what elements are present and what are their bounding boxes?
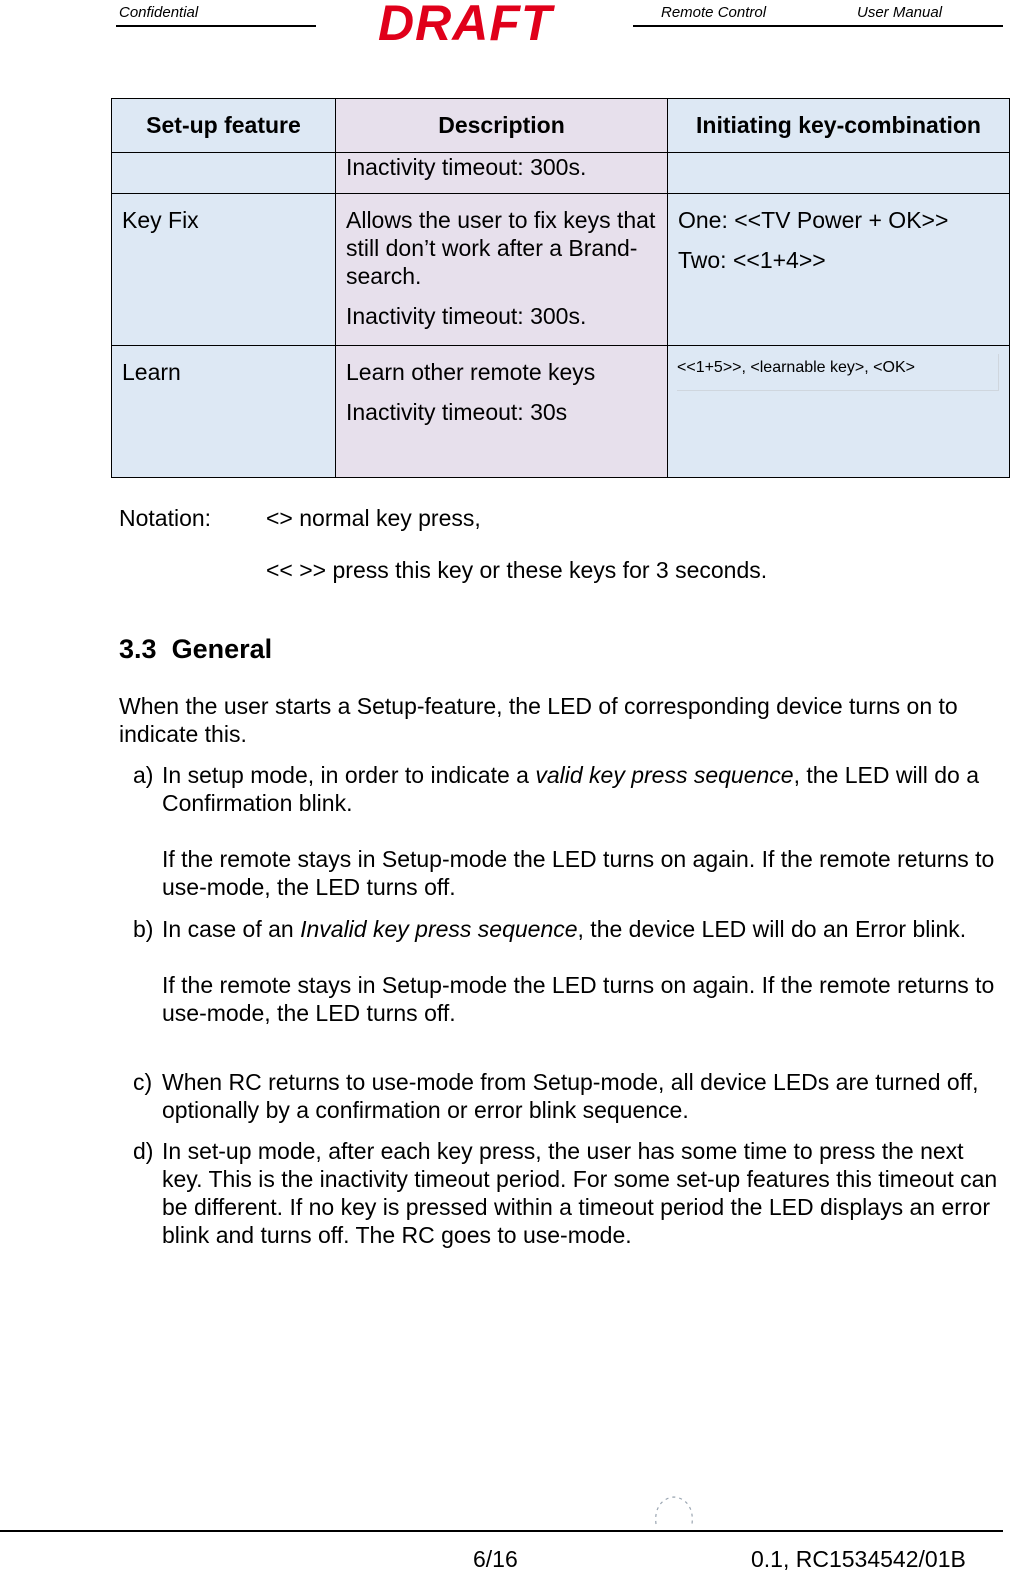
footer-page-number: 6/16 (473, 1546, 518, 1572)
row1-key-one: One: <<TV Power + OK>> (678, 207, 949, 233)
footer-doc-id: 0.1, RC1534542/01B (751, 1546, 966, 1572)
header-rule-right (633, 25, 1003, 27)
item-a-follow: If the remote stays in Setup-mode the LED turns on again. If the remote returns to use-mode, the LED turns off. (162, 846, 995, 900)
section-title: General (171, 634, 273, 664)
list-item (133, 1068, 999, 1124)
list-item (133, 761, 999, 901)
footer-rule (0, 1530, 1003, 1532)
setup-feature-table (111, 98, 1010, 478)
row2-timeout: Inactivity timeout: 30s (346, 399, 568, 425)
header-rule-left (116, 25, 316, 27)
section-number: 3.3 (119, 634, 157, 664)
header-key-combination: Initiating key-combination (668, 99, 1010, 153)
item-b-text: In case of an Invalid key press sequence, the device LED will do an Error blink. (162, 916, 967, 942)
row2-keys: <<1+5>>, <learnable key>, <OK> (677, 354, 999, 391)
table-header-row (112, 99, 1010, 153)
item-d-text: In set-up mode, after each key press, the user has some time to press the next key. This is the inactivity timeout period. For some set-up features this timeout can be different. If no key is pressed within a timeout period the LED displays an error blink and turns off. The RC goes to use-mode. (162, 1138, 998, 1248)
section-intro: When the user starts a Setup-feature, the LED of corresponding device turns on to indicate this. (119, 693, 958, 747)
header-doc-type: User Manual (857, 4, 943, 21)
row1-timeout: Inactivity timeout: 300s. (346, 303, 587, 329)
header-description: Description (336, 99, 668, 153)
table-row (112, 346, 1010, 478)
notation-label: Notation: (119, 505, 212, 531)
item-a-label: a) (133, 762, 154, 788)
item-c-text: When RC returns to use-mode from Setup-mode, all device LEDs are turned off, optionally by a confirmation or error blink sequence. (162, 1069, 979, 1123)
row0-description: Inactivity timeout: 300s. (346, 154, 587, 180)
item-a-text: In setup mode, in order to indicate a valid key press sequence, the LED will do a Confirmation blink. (162, 762, 979, 816)
row1-description: Allows the user to fix keys that still don’t work after a Brand-search. (346, 207, 656, 289)
dotted-arc-mark (652, 1494, 696, 1530)
item-c-label: c) (133, 1069, 153, 1095)
list-item (133, 1137, 999, 1249)
row2-description: Learn other remote keys (346, 359, 596, 385)
row1-feature: Key Fix (122, 207, 199, 233)
header-confidential: Confidential (119, 4, 199, 21)
draft-watermark: DRAFT (378, 0, 553, 51)
row1-key-two: Two: <<1+4>> (678, 247, 826, 273)
table-row (112, 194, 1010, 346)
item-d-label: d) (133, 1138, 154, 1164)
header-setup-feature: Set-up feature (112, 99, 336, 153)
section-heading (119, 634, 272, 665)
table-row (112, 153, 1010, 194)
list-item (133, 915, 999, 1027)
notation-line-2: << >> press this key or these keys for 3 seconds. (266, 557, 768, 583)
header-product: Remote Control (661, 4, 767, 21)
item-b-label: b) (133, 916, 154, 942)
row2-feature: Learn (122, 359, 181, 385)
notation-line-1: <> normal key press, (266, 505, 481, 531)
item-b-follow: If the remote stays in Setup-mode the LED turns on again. If the remote returns to use-mode, the LED turns off. (162, 972, 995, 1026)
